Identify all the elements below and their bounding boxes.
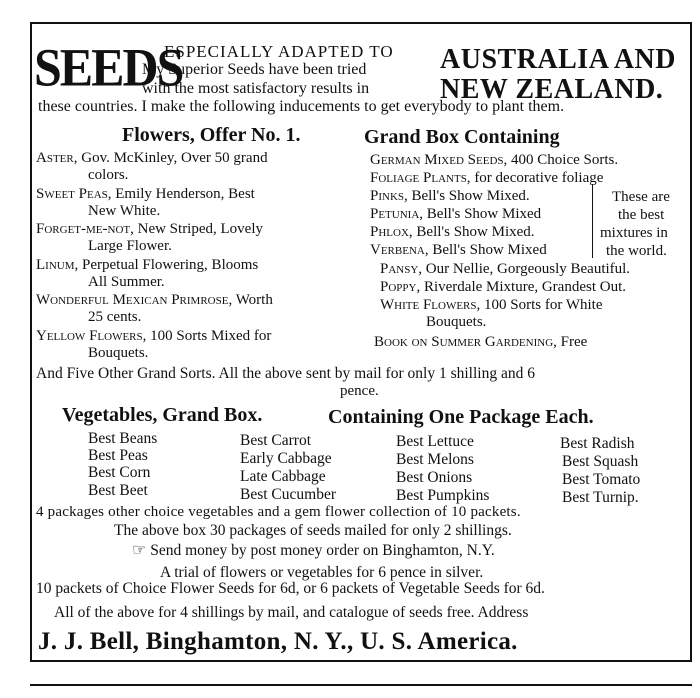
- offer-line: 4 packages other choice vegetables and a gem flower collection of 10 packets.: [36, 504, 521, 520]
- flower-item-cont: New White.: [88, 203, 161, 219]
- grand-box-item: Petunia, Bell's Show Mixed: [370, 206, 542, 222]
- flower-item-cont: Large Flower.: [88, 238, 172, 254]
- flower-item-cont: Bouquets.: [88, 345, 149, 361]
- vegetable-item: Best Beans: [88, 430, 158, 447]
- flower-item: Linum, Perpetual Flowering, Blooms: [36, 257, 259, 273]
- flower-item: Forget-me-not, New Striped, Lovely: [36, 221, 263, 237]
- vegetable-item: Late Cabbage: [240, 468, 326, 485]
- grand-box-item: Pansy, Our Nellie, Gorgeously Beautiful.: [380, 261, 631, 277]
- vegetables-title: Vegetables, Grand Box.: [62, 404, 263, 426]
- vegetables-subtitle: Containing One Package Each.: [328, 406, 594, 428]
- grand-box-title: Grand Box Containing: [364, 126, 560, 148]
- new-zealand-heading: NEW ZEALAND.: [440, 74, 664, 105]
- five-other-line: And Five Other Grand Sorts. All the above sent by mail for only 1 shilling and 6: [36, 365, 535, 382]
- offer-line: The above box 30 packages of seeds mailed for only 2 shillings.: [114, 522, 512, 539]
- five-other-pence: pence.: [340, 383, 379, 399]
- brace-note-line: the best: [618, 207, 665, 223]
- especially-adapted-text: ESPECIALLY ADAPTED TO: [164, 42, 394, 61]
- intro-line-2: My Superior Seeds have been tried: [142, 61, 367, 78]
- grand-box-item: Book on Summer Gardening, Free: [374, 334, 588, 350]
- grand-box-item: Poppy, Riverdale Mixture, Grandest Out.: [380, 279, 626, 295]
- grand-box-item: Pinks, Bell's Show Mixed.: [370, 188, 530, 204]
- flower-item-cont: 25 cents.: [88, 309, 142, 325]
- offer-line: All of the above for 4 shillings by mail, and catalogue of seeds free. Address: [54, 604, 529, 621]
- grand-box-item: German Mixed Seeds, 400 Choice Sorts.: [370, 152, 619, 168]
- seeds-title: SEEDS: [34, 37, 183, 98]
- flower-item: Yellow Flowers, 100 Sorts Mixed for: [36, 328, 272, 344]
- vegetable-item: Best Corn: [88, 464, 151, 481]
- vegetable-item: Early Cabbage: [240, 450, 332, 467]
- grand-box-item: Foliage Plants, for decorative foliage: [370, 170, 604, 186]
- brace-note-line: These are: [612, 189, 670, 205]
- flower-item: Sweet Peas, Emily Henderson, Best: [36, 186, 255, 202]
- vegetable-item: Best Carrot: [240, 432, 312, 449]
- vegetable-item: Best Onions: [396, 469, 473, 486]
- vegetable-item: Best Radish: [560, 435, 635, 452]
- brace-line: [592, 184, 593, 258]
- vegetable-item: Best Pumpkins: [396, 487, 490, 504]
- offer-line: 10 packets of Choice Flower Seeds for 6d, or 6 packets of Vegetable Seeds for 6d.: [36, 580, 545, 597]
- vegetable-item: Best Turnip.: [562, 489, 639, 506]
- grand-box-item-cont: Bouquets.: [426, 314, 487, 330]
- grand-box-item: White Flowers, 100 Sorts for White: [380, 297, 603, 313]
- australia-heading: AUSTRALIA AND: [440, 44, 676, 75]
- bottom-rule: [30, 684, 692, 686]
- offer-line-send-money: ☞ Send money by post money order on Binghamton, N.Y.: [132, 542, 495, 559]
- offer-line: A trial of flowers or vegetables for 6 pence in silver.: [160, 564, 484, 581]
- brace-note-line: mixtures in: [600, 225, 668, 241]
- flower-item-cont: All Summer.: [88, 274, 165, 290]
- flowers-offer-title: Flowers, Offer No. 1.: [122, 124, 301, 146]
- vegetable-item: Best Cucumber: [240, 486, 336, 503]
- advertiser-address: J. J. Bell, Binghamton, N. Y., U. S. America.: [38, 628, 518, 655]
- vegetable-item: Best Beet: [88, 482, 148, 499]
- intro-line-3: with the most satisfactory results in: [142, 80, 370, 97]
- flower-item-cont: colors.: [88, 167, 129, 183]
- vegetable-item: Best Tomato: [562, 471, 641, 488]
- vegetable-item: Best Melons: [396, 451, 474, 468]
- flower-item: Aster, Gov. McKinley, Over 50 grand: [36, 150, 268, 166]
- vegetable-item: Best Squash: [562, 453, 639, 470]
- grand-box-item: Verbena, Bell's Show Mixed: [370, 242, 547, 258]
- vegetable-item: Best Lettuce: [396, 433, 474, 450]
- pointing-hand-icon: ☞: [132, 542, 147, 559]
- vegetable-item: Best Peas: [88, 447, 148, 464]
- grand-box-item: Phlox, Bell's Show Mixed.: [370, 224, 535, 240]
- brace-note-line: the world.: [606, 243, 667, 259]
- intro-line-4: these countries. I make the following inducements to get everybody to plant them.: [38, 98, 565, 115]
- flower-item: Wonderful Mexican Primrose, Worth: [36, 292, 273, 308]
